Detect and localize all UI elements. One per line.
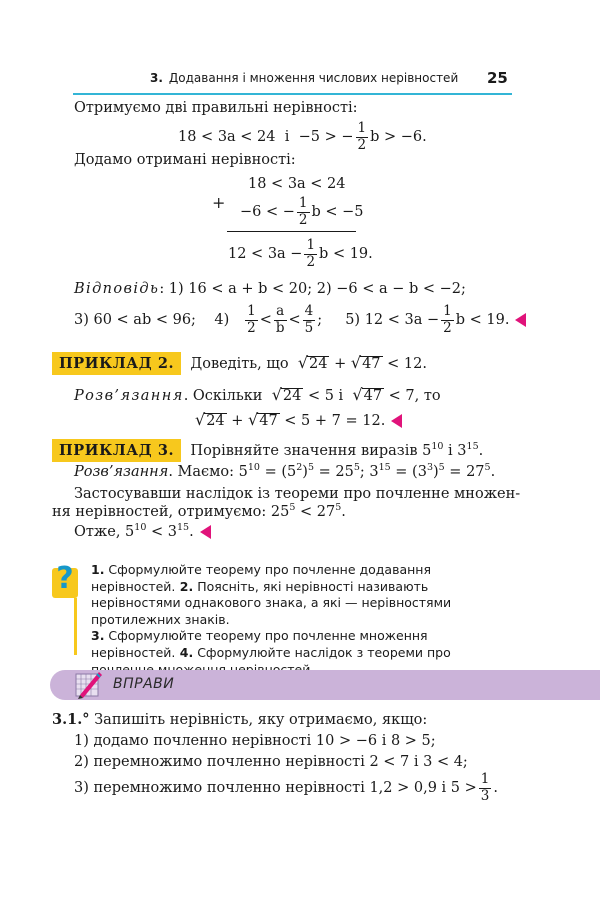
text-line: Отримуємо дві правильні нерівності: bbox=[74, 100, 358, 116]
text-line: Застосувавши наслідок із теореми про почленне множен- bbox=[74, 486, 521, 502]
exercise-item: 2) перемножимо почленно нерівності 2 < 7 і 3 < 4; bbox=[74, 754, 468, 770]
question-icon: ? bbox=[56, 561, 74, 596]
text-line: Отже, $5^{10} < 3^{15}$. bbox=[74, 524, 211, 540]
sum-row-1: 18 < 3a < 24 bbox=[248, 176, 346, 192]
example-3-task: ПРИКЛАД 3. Порівняйте значення виразів $5^{10}$ і $3^{15}$. bbox=[52, 439, 483, 462]
example-3-label: ПРИКЛАД 3. bbox=[52, 439, 181, 462]
example-2-label: ПРИКЛАД 2. bbox=[52, 352, 181, 375]
answer-line-2: 3) 60 < ab < 96; 4) $\frac{1}{2}$ < $\frac{a}{b}$ < $\frac{4}{5}$ ; 5) 12 < 3a − $\frac{1}{2}$ b < 19. bbox=[74, 304, 526, 336]
text-line: ня нерівностей, отримуємо: $25^5 < 27^5$. bbox=[52, 502, 346, 520]
example-2-task: ПРИКЛАД 2. Доведіть, що √24 + √47 < 12. bbox=[52, 352, 427, 375]
sum-rule bbox=[227, 231, 356, 232]
exercises-title: ВПРАВИ bbox=[113, 676, 175, 692]
exercise-3-1: 3.1.° Запишіть нерівність, яку отримаємо, якщо: bbox=[52, 711, 428, 728]
example-3-solution: Розв’язання. Маємо: $5^{10} = (5^2)^5 = 25^5$; $3^{15} = (3^3)^5 = 27^5$. bbox=[74, 462, 496, 480]
text-line: Додамо отримані нерівності: bbox=[74, 152, 296, 168]
review-questions: 1. Сформулюйте теорему про почленне додавання нерівностей. 2. Поясніть, які нерівності називають нерівностями однакового знака, а які — нерівностями протилежних знаків. 3. Сформулюйте теорему про почленне множення нерівностей. 4. Сформулюйте наслідок з теореми про bbox=[91, 562, 452, 660]
end-of-solution-icon bbox=[515, 313, 526, 327]
end-of-solution-icon bbox=[391, 414, 402, 428]
sum-result: 12 < 3a − $\frac{1}{2}$ b < 19. bbox=[228, 237, 373, 270]
pen-grid-icon bbox=[74, 668, 104, 700]
plus-sign: + bbox=[212, 193, 226, 212]
header-rule bbox=[73, 93, 512, 95]
page-number: 25 bbox=[487, 69, 508, 87]
exercise-item: 1) додамо почленно нерівності 10 > −6 і 8 > 5; bbox=[74, 733, 436, 749]
question-bar bbox=[74, 598, 77, 655]
example-2-result: √24 + √47 < 5 + 7 = 12. bbox=[195, 410, 402, 430]
example-2-solution: Розв’язання. Оскільки √24 < 5 і √47 < 7, то bbox=[74, 385, 441, 404]
running-header: 3. Додавання і множення числових нерівностей bbox=[150, 71, 459, 85]
inequality-pair: 18 < 3a < 24 і −5 > − $\frac{1}{2}$ b > −6. bbox=[178, 120, 427, 153]
end-of-solution-icon bbox=[200, 525, 211, 539]
exercise-item: 3) перемножимо почленно нерівності 1,2 > 0,9 і 5 > $\frac{1}{3}$ . bbox=[74, 771, 498, 804]
answer-line-1: Відповідь: 1) 16 < a + b < 20; 2) −6 < a − b < −2; bbox=[74, 281, 466, 297]
sum-row-2: −6 < − $\frac{1}{2}$ b < −5 bbox=[240, 195, 364, 228]
